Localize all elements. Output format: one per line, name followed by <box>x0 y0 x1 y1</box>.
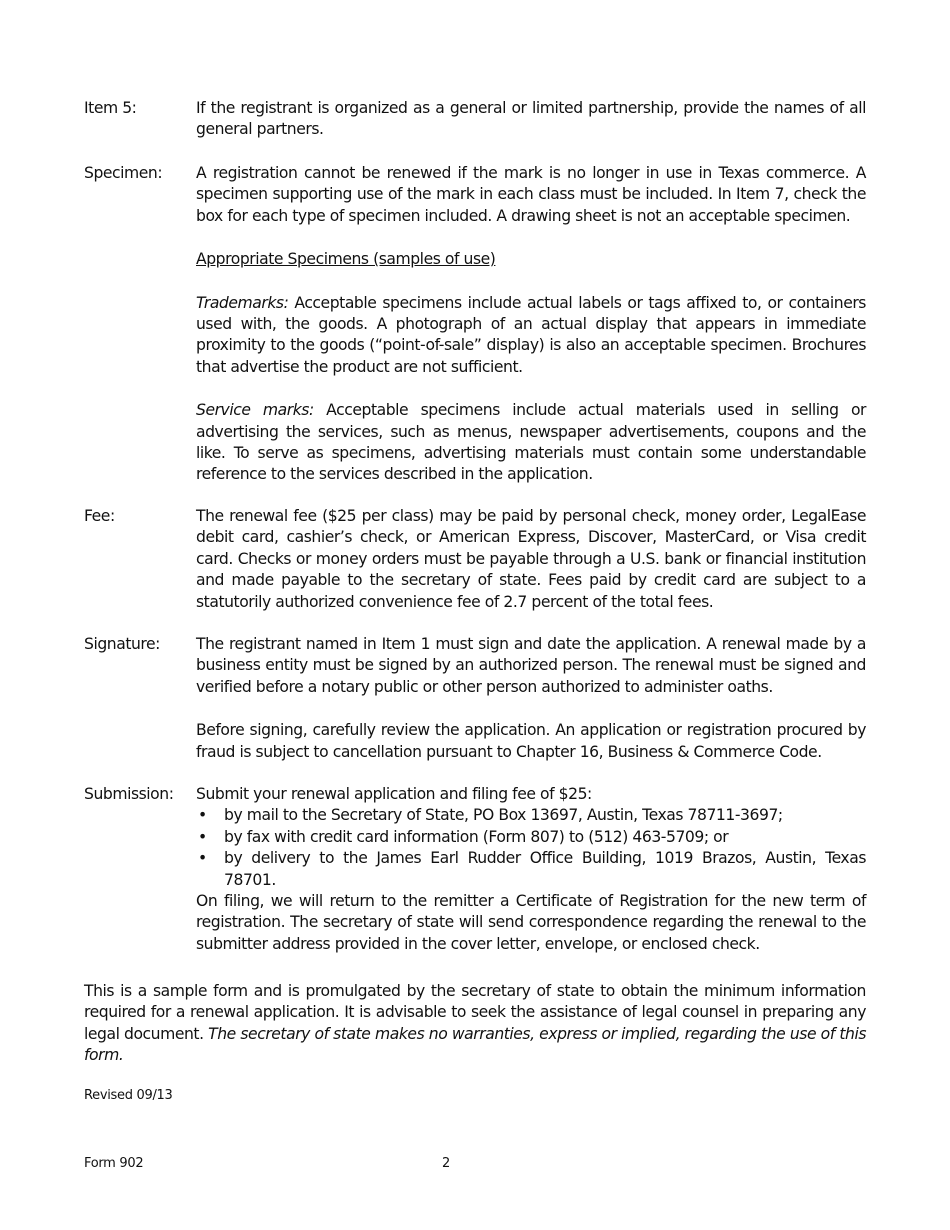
fee-text: The renewal fee ($25 per class) may be paid by personal check, money order, LegalEase debit card, cashier’s check, or American Express, Discover, MasterCard, or Visa credit card. Checks or money orders must be payable through a U.S. bank or financial institution and made payable to the secretary of state. Fees paid by credit card are subject to a statutorily authorized convenience fee of 2.7 percent of the total fees. <box>196 507 866 611</box>
signature-section <box>84 634 866 763</box>
fee-label: Fee: <box>84 507 115 525</box>
item5-section <box>84 98 866 141</box>
item5-text: If the registrant is organized as a general or limited partnership, provide the names of all general partners. <box>196 99 866 139</box>
bullet-icon: • <box>198 806 207 825</box>
bullet-icon: • <box>198 827 207 846</box>
disclaimer-paragraph <box>84 981 866 1067</box>
submission-section <box>84 784 866 955</box>
service-marks-text: Acceptable specimens include actual materials used in selling or advertising the services, such as menus, newspaper advertisements, coupons and the like. To serve as specimens, advertising materials must contain some understandable reference to the services described in the application. <box>196 401 866 484</box>
specimen-intro: A registration cannot be renewed if the mark is no longer in use in Texas commerce. A specimen supporting use of the mark in each class must be included. In Item 7, check the box for each type of specimen included. A drawing sheet is not an acceptable specimen. <box>196 164 866 225</box>
footer-form-number: Form 902 <box>84 1156 144 1171</box>
signature-paragraph-1: The registrant named in Item 1 must sign and date the application. A renewal made by a business entity must be signed by an authorized person. The renewal must be signed and verified before a notary public or other person authorized to administer oaths. <box>196 635 866 696</box>
footer-page-number: 2 <box>442 1156 450 1171</box>
bullet-icon: • <box>198 849 207 868</box>
submission-intro: Submit your renewal application and filing fee of $25: <box>196 785 592 803</box>
specimen-label: Specimen: <box>84 164 163 182</box>
item5-label: Item 5: <box>84 99 137 117</box>
specimen-section <box>84 163 866 486</box>
disclaimer-text: This is a sample form and is promulgated by the secretary of state to obtain the minimum information required for a renewal application. It is advisable to seek the assistance of legal counsel in preparing any legal document. <box>84 982 866 1043</box>
disclaimer-italic: The secretary of state makes no warranties, express or implied, regarding the use of this form. <box>84 1024 866 1065</box>
list-item: • by delivery to the James Earl Rudder Office Building, 1019 Brazos, Austin, Texas 78701. <box>198 849 866 889</box>
revised-date: Revised 09/13 <box>84 1088 173 1103</box>
submission-methods-list <box>196 805 866 891</box>
fee-section <box>84 506 866 613</box>
service-marks-paragraph <box>196 400 866 486</box>
specimen-heading: Appropriate Specimens (samples of use) <box>196 250 496 269</box>
trademarks-text: Acceptable specimens include actual labels or tags affixed to, or containers used with, the goods. A photograph of an actual display that appears in immediate proximity to the goods (“point-of-sale” display) is also an acceptable specimen. Brochures that advertise the product are not sufficient. <box>196 293 866 376</box>
list-item: • by fax with credit card information (Form 807) to (512) 463-5709; or <box>196 827 866 848</box>
submission-closing: On filing, we will return to the remitter a Certificate of Registration for the new term of registration. The secretary of state will send correspondence regarding the renewal to the submitter address provided in the cover letter, envelope, or enclosed check. <box>196 892 866 953</box>
signature-label: Signature: <box>84 635 160 653</box>
trademarks-paragraph <box>196 293 866 379</box>
submission-label: Submission: <box>84 785 174 803</box>
list-item: • by mail to the Secretary of State, PO Box 13697, Austin, Texas 78711-3697; <box>196 805 866 826</box>
signature-paragraph-2: Before signing, carefully review the application. An application or registration procured by fraud is subject to cancellation pursuant to Chapter 16, Business & Commerce Code. <box>196 721 866 761</box>
trademarks-label: Trademarks: <box>196 293 289 312</box>
service-marks-label: Service marks: <box>196 401 314 420</box>
